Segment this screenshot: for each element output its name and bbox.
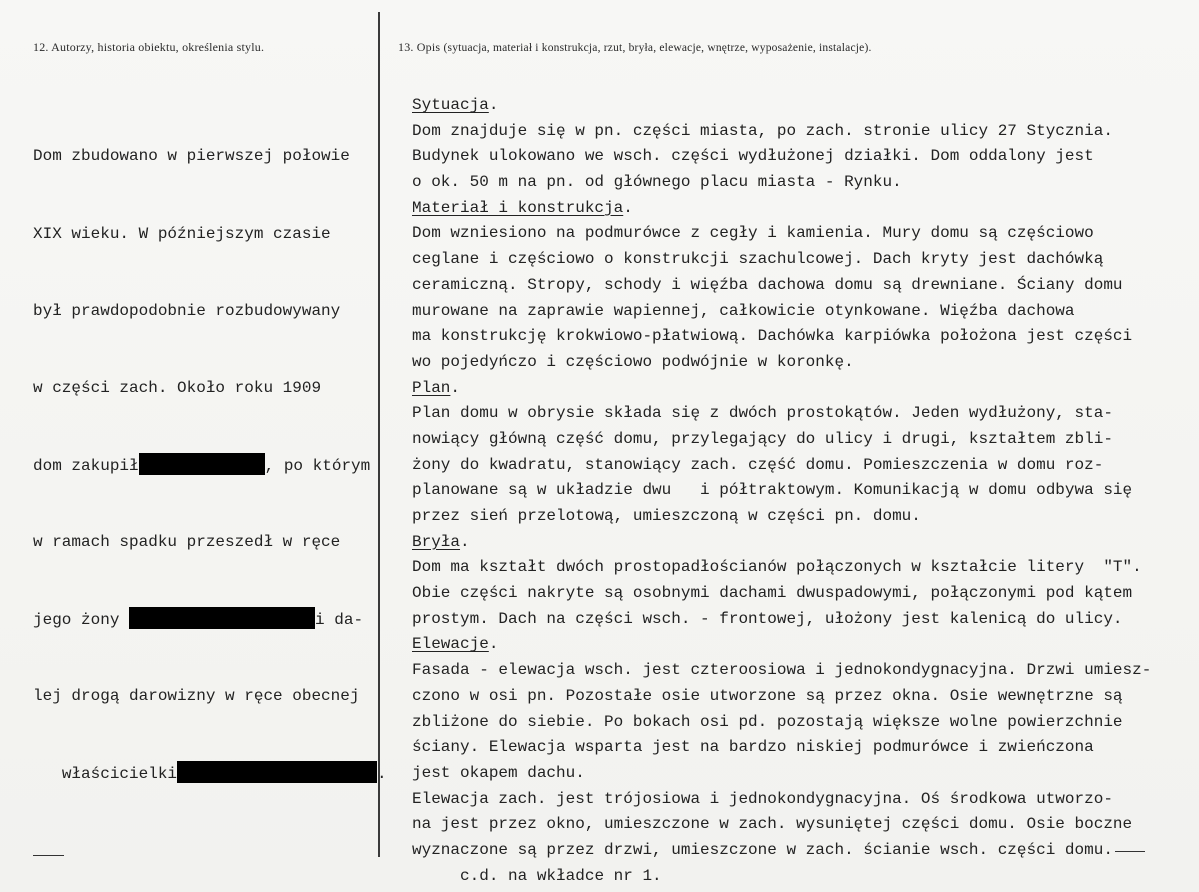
history-fragment: . xyxy=(377,765,387,784)
description-line: Dom wzniesiono na podmurówce z cegły i kamienia. Mury domu są częściowo xyxy=(412,224,1094,243)
redaction-bar xyxy=(139,453,265,475)
description-line: na jest przez okno, umieszczone w zach. wysuniętej części domu. Osie boczne xyxy=(412,815,1133,834)
description-line: Dom znajduje się w pn. części miasta, po zach. stronie ulicy 27 Stycznia. xyxy=(412,121,1113,140)
left-column-header xyxy=(33,40,264,55)
history-line xyxy=(33,453,373,479)
footer-rule xyxy=(33,855,64,856)
description-line: Dom ma kształt dwóch prostopadłościanów połączonych w kształcie litery "T". xyxy=(412,558,1142,577)
history-line xyxy=(33,761,387,787)
history-fragment: właścicielki xyxy=(61,765,178,784)
column-divider xyxy=(378,12,380,857)
right-header-number: 13. Opis xyxy=(398,40,441,54)
description-line: ceramiczną. Stropy, schody i więźba dachowa domu są drewniane. Ściany domu xyxy=(412,275,1123,294)
section-heading-elewacje: Elewacje. xyxy=(412,635,499,654)
section-heading-plan: Plan. xyxy=(412,378,461,397)
description-line: żony do kwadratu, stanowiący zach. część domu. Pomieszczenia w domu roz- xyxy=(412,455,1104,474)
description-line: wo pojedyńczo i częściowo podwójnie w koronkę. xyxy=(412,352,854,371)
left-header-text: Autorzy, historia obiektu, określenia stylu. xyxy=(51,40,265,54)
continuation-note: c.d. na wkładce nr 1. xyxy=(460,866,662,885)
history-text xyxy=(33,93,387,838)
description-line: ceglane i częściowo o konstrukcji szachulcowej. Dach kryty jest dachówką xyxy=(412,250,1104,269)
description-line: jest okapem dachu. xyxy=(412,763,585,782)
description-text xyxy=(412,93,1199,889)
line-end-rule xyxy=(1115,851,1145,852)
history-line: w ramach spadku przeszedł w ręce xyxy=(33,532,341,551)
history-line: lej drogą darowizny w ręce obecnej xyxy=(33,687,360,706)
section-heading-bryla: Bryła. xyxy=(412,532,470,551)
description-line: ma konstrukcję krokwiowo-płatwiową. Dachówka karpiówka położona jest części xyxy=(412,327,1133,346)
history-fragment: , po którym xyxy=(264,456,371,475)
description-line: zbliżone do siebie. Po bokach osi pd. pozostają większe wolne powierzchnie xyxy=(412,712,1123,731)
redaction-bar xyxy=(177,761,377,783)
description-line: Budynek ulokowano we wsch. części wydłużonej działki. Dom oddalony jest xyxy=(412,147,1094,166)
description-line: czono w osi pn. Pozostałe osie utworzone są przez okna. Osie wewnętrzne są xyxy=(412,686,1123,705)
history-line xyxy=(33,607,373,633)
description-line: o ok. 50 m na pn. od głównego placu miasta - Rynku. xyxy=(412,173,902,192)
section-heading-sytuacja: Sytuacja. xyxy=(412,96,499,114)
description-line: Elewacja zach. jest trójosiowa i jednokondygnacyjna. Oś środkowa utworzo- xyxy=(412,789,1113,808)
description-line: planowane są w układzie dwu i półtraktowym. Komunikacją w domu odbywa się xyxy=(412,481,1133,500)
right-header-text: (sytuacja, materiał i konstrukcja, rzut, bryła, elewacje, wnętrze, wyposażenie, instalacje). xyxy=(443,42,872,54)
history-line: Dom zbudowano w pierwszej połowie xyxy=(33,147,350,166)
left-header-number: 12. xyxy=(33,40,49,54)
history-fragment: jego żony xyxy=(33,610,120,629)
section-heading-material: Materiał i konstrukcja. xyxy=(412,198,633,217)
redaction-bar xyxy=(129,607,315,629)
description-line: Plan domu w obrysie składa się z dwóch prostokątów. Jeden wydłużony, sta- xyxy=(412,404,1113,423)
description-line: ściany. Elewacja wsparta jest na bardzo niskiej podmurówce i zwieńczona xyxy=(412,738,1094,757)
description-line: nowiący główną część domu, przylegający do ulicy i drugi, kształtem zbli- xyxy=(412,429,1113,448)
right-column-header xyxy=(398,40,872,55)
history-fragment: dom zakupił xyxy=(33,456,139,475)
description-line: przez sień przelotową, umieszczoną w części pn. domu. xyxy=(412,507,921,525)
description-line: Obie części nakryte są osobnymi dachami dwuspadowymi, połączonymi pod kątem xyxy=(412,584,1133,603)
description-line xyxy=(412,838,1199,864)
description-line: murowane na zaprawie wapiennej, całkowicie otynkowane. Więźba dachowa xyxy=(412,301,1075,320)
history-fragment: i da- xyxy=(315,610,364,629)
description-fragment: wyznaczone są przez drzwi, umieszczone w zach. ścianie wsch. części domu. xyxy=(412,840,1113,859)
description-line: prostym. Dach na części wsch. - frontowej, ułożony jest kalenicą do ulicy. xyxy=(412,609,1123,628)
description-line: Fasada - elewacja wsch. jest czteroosiowa i jednokondygnacyjna. Drzwi umiesz- xyxy=(412,661,1152,680)
history-line: był prawdopodobnie rozbudowywany xyxy=(33,301,341,320)
history-line: w części zach. Około roku 1909 xyxy=(33,378,322,397)
history-line: XIX wieku. W późniejszym czasie xyxy=(33,224,331,243)
